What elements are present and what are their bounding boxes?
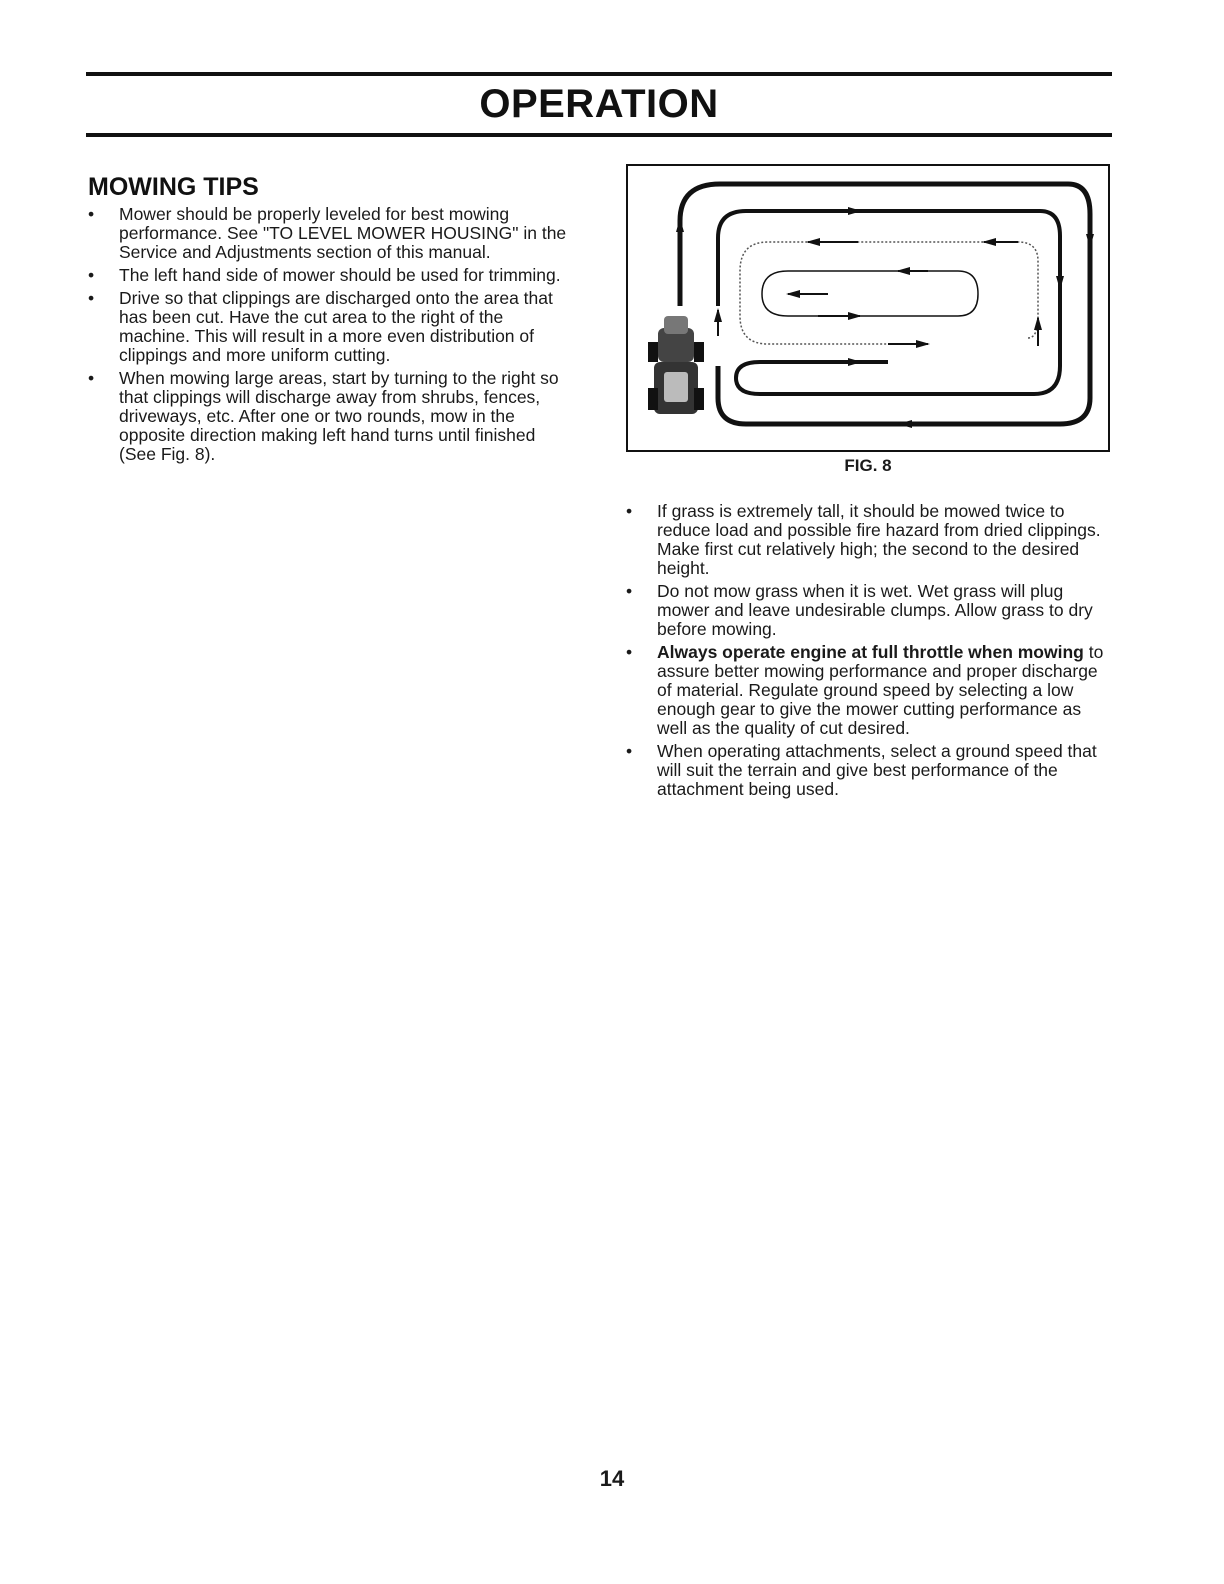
list-item xyxy=(624,582,1112,639)
tip-text: Do not mow grass when it is wet. Wet grass will plug mower and leave undesirable clumps. Allow grass to dry before mowing. xyxy=(657,581,1093,639)
bullet-icon: • xyxy=(626,741,633,761)
bullet-icon: • xyxy=(88,368,95,388)
bullet-icon: • xyxy=(88,265,95,285)
additional-tips-list xyxy=(624,502,1112,803)
mowing-pattern-figure xyxy=(626,164,1110,452)
page-number: 14 xyxy=(599,1466,625,1491)
tip-text: The left hand side of mower should be used for trimming. xyxy=(119,265,561,285)
page-title: OPERATION xyxy=(479,82,719,126)
tip-text: When operating attachments, select a ground speed that will suit the terrain and give best performance of the attachment being used. xyxy=(657,741,1097,799)
bullet-icon: • xyxy=(626,501,633,521)
inner-dotted-path xyxy=(740,242,1038,344)
bullet-icon: • xyxy=(626,581,633,601)
mowing-tips-heading: MOWING TIPS xyxy=(88,173,259,201)
mowing-tips-list xyxy=(86,205,576,468)
mowing-pattern-diagram xyxy=(628,166,1108,450)
header-bottom-rule xyxy=(86,133,1112,137)
tip-text: If grass is extremely tall, it should be mowed twice to reduce load and possible fire hazard from dried clippings. Make first cut relatively high; the second to the desired height. xyxy=(657,501,1101,578)
list-item xyxy=(86,205,576,262)
list-item xyxy=(624,643,1112,738)
tip-text: When mowing large areas, start by turning to the right so that clippings will discharge away from shrubs, fences, driveways, etc. After one or two rounds, mow in the opposite direction making left hand turns until finished (See Fig. 8). xyxy=(119,368,559,464)
list-item xyxy=(624,742,1112,799)
list-item xyxy=(86,369,576,464)
list-item xyxy=(624,502,1112,578)
figure-caption: FIG. 8 xyxy=(844,456,892,475)
tip-bold-text: Always operate engine at full throttle when mowing xyxy=(657,642,1084,662)
second-path xyxy=(718,211,1060,394)
bullet-icon: • xyxy=(88,288,95,308)
bullet-icon: • xyxy=(626,642,633,662)
header-top-rule xyxy=(86,72,1112,76)
tip-text: to assure better mowing performance and proper discharge of material. Regulate ground speed by selecting a low enough gear to give the mower cutting performance as well as the quality of cut desired. xyxy=(657,642,1104,738)
bullet-icon: • xyxy=(88,204,95,224)
list-item xyxy=(86,289,576,365)
tip-text: Mower should be properly leveled for best mowing performance. See "TO LEVEL MOWER HOUSING" in the Service and Adjustments section of this manual. xyxy=(119,204,567,262)
list-item xyxy=(86,266,576,285)
tip-text: Drive so that clippings are discharged onto the area that has been cut. Have the cut area to the right of the machine. This will result in a more even distribution of clippings and more uniform cutting. xyxy=(119,288,553,365)
riding-mower-icon xyxy=(648,316,704,414)
